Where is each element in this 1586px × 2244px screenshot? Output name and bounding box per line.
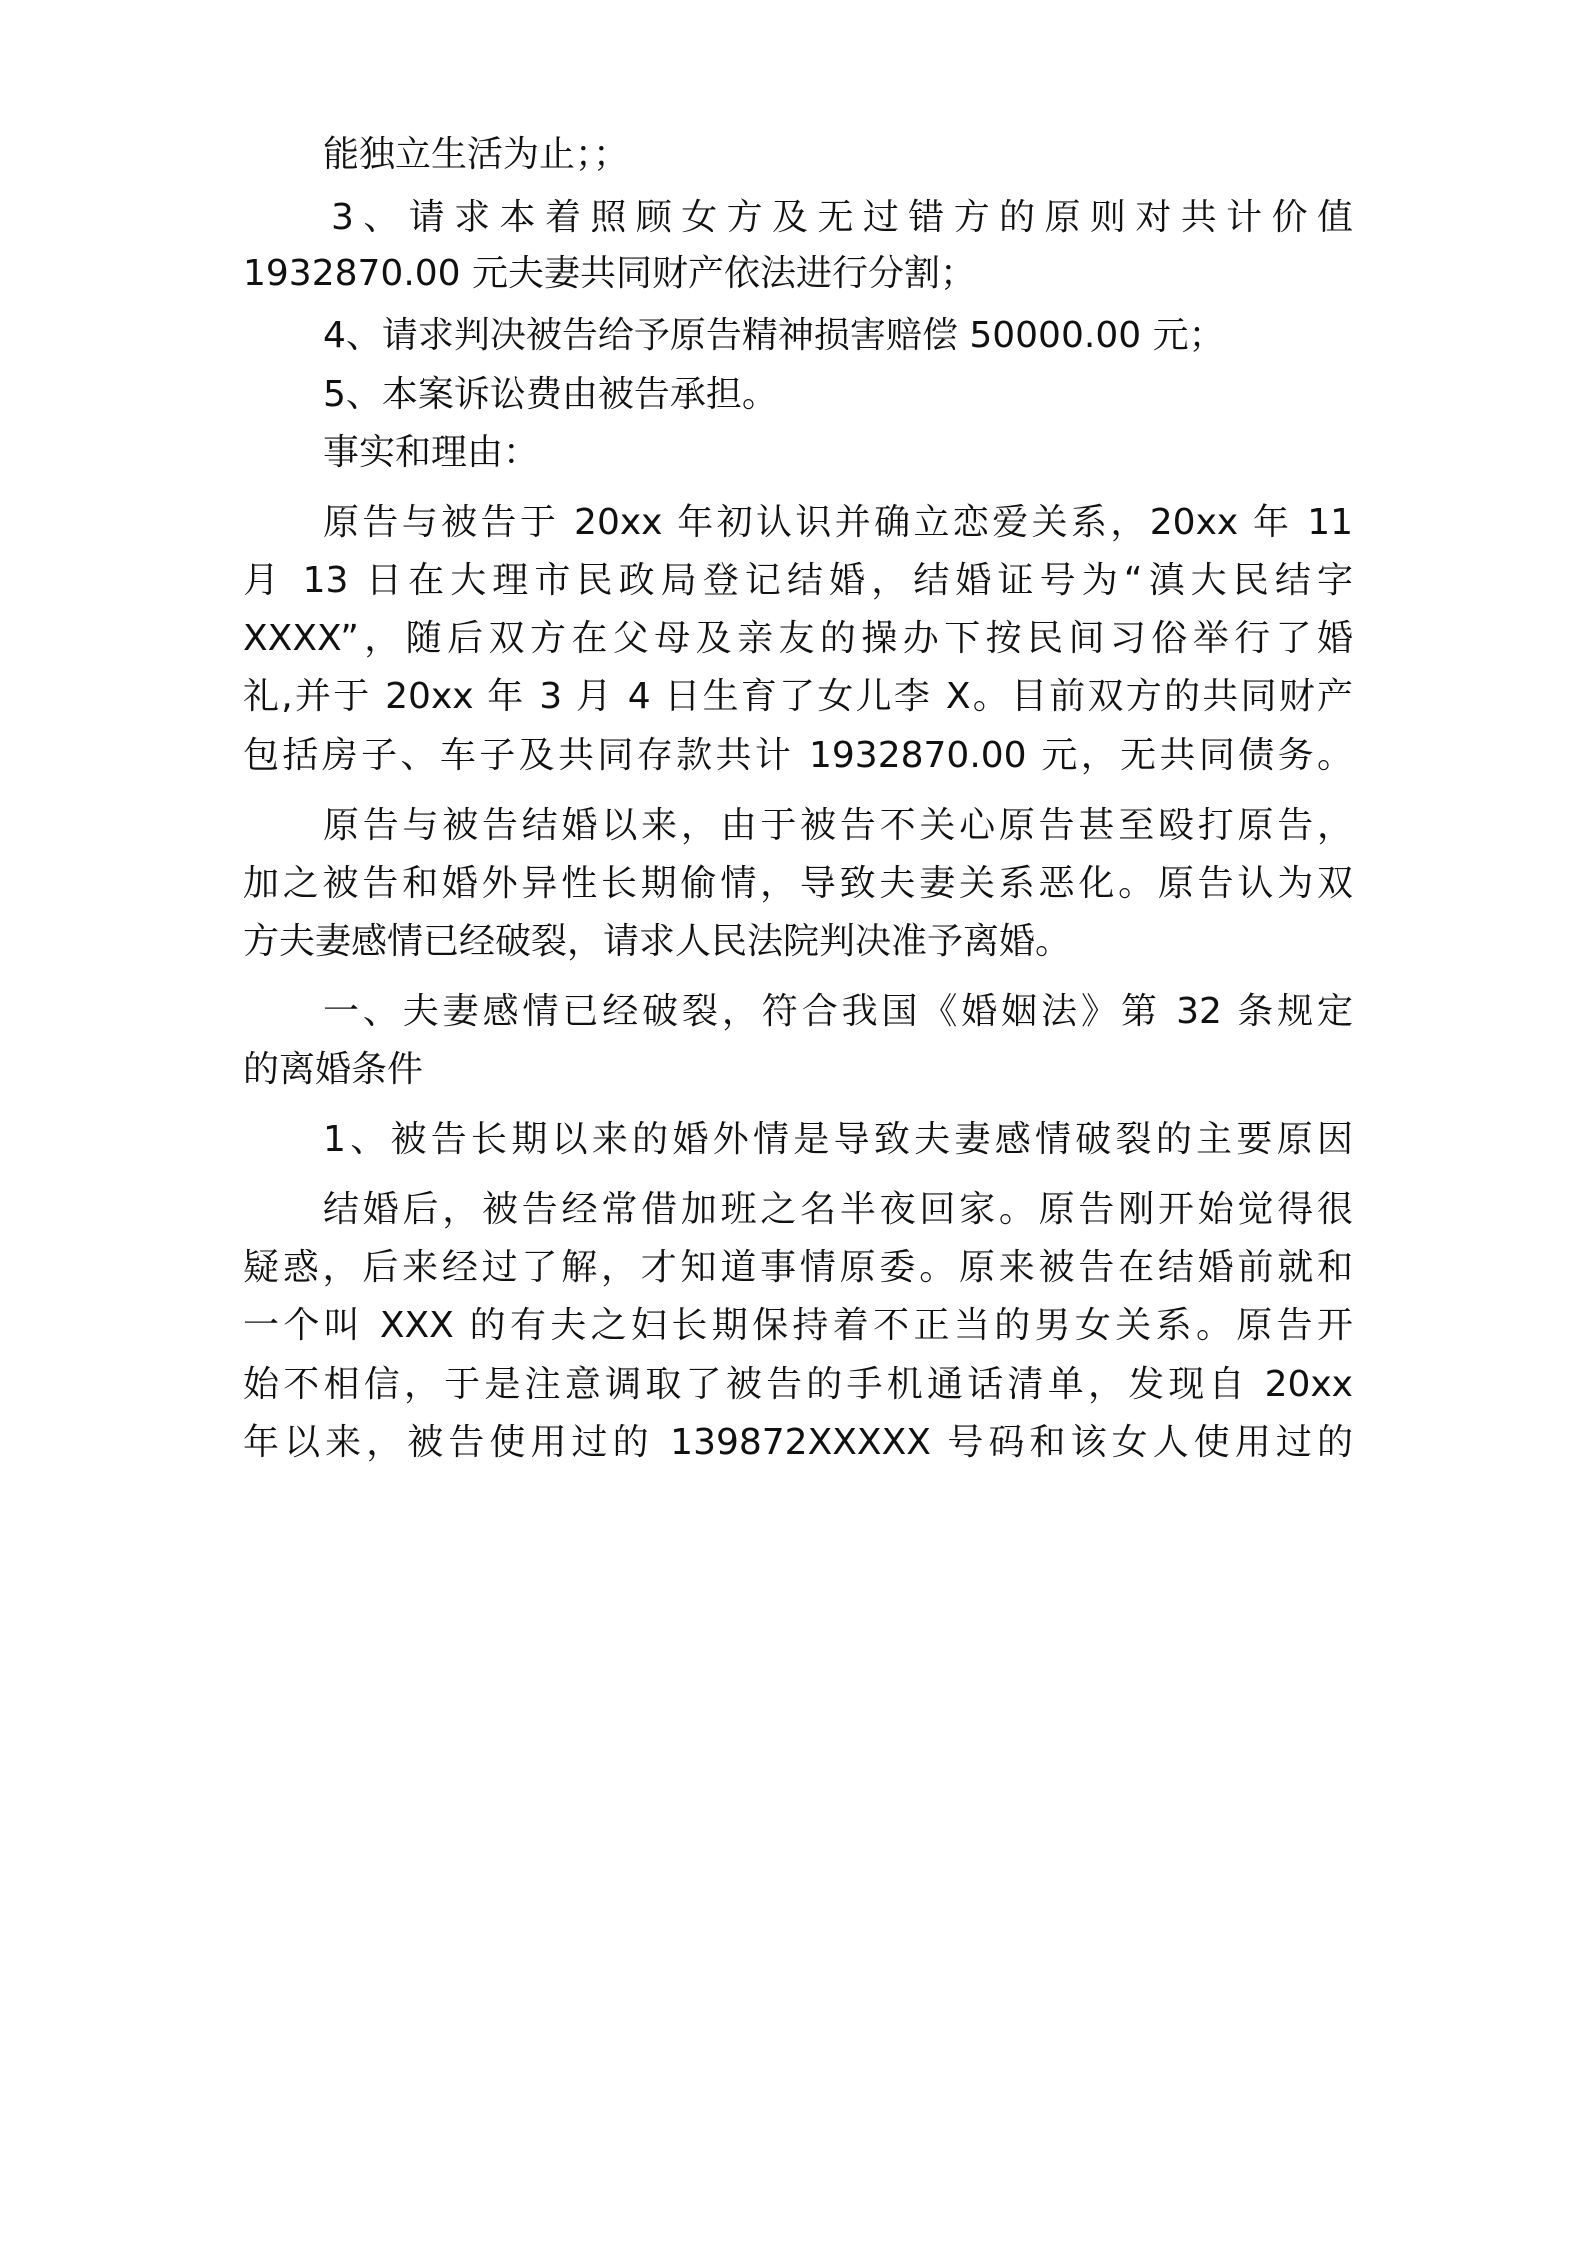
text-line-20: 一个叫 XXX 的有夫之妇长期保持着不正当的男女关系。原告开	[243, 1305, 1353, 1346]
text-line-3: 1932870.00 元夫妻共同财产依法进行分割；	[243, 253, 977, 294]
text-line-22: 年以来，被告使用过的 139872XXXXX 号码和该女人使用过的	[243, 1422, 1353, 1463]
text-line-18: 结婚后，被告经常借加班之名半夜回家。原告刚开始觉得很	[323, 1189, 1353, 1230]
text-line-16: 的离婚条件	[243, 1049, 424, 1090]
text-line-21: 始不相信，于是注意调取了被告的手机通话清单，发现自 20xx	[243, 1364, 1353, 1405]
text-line-6: 事实和理由：	[323, 432, 540, 473]
text-line-10: 礼,并于 20xx 年 3 月 4 日生育了女儿李 X。目前双方的共同财产	[243, 676, 1353, 717]
text-line-14: 方夫妻感情已经破裂，请求人民法院判决准予离婚。	[243, 921, 1072, 962]
text-line-19: 疑惑，后来经过了解，才知道事情原委。原来被告在结婚前就和	[243, 1247, 1353, 1288]
text-line-8: 月 13 日在大理市民政局登记结婚，结婚证号为“滇大民结字	[243, 560, 1353, 601]
text-line-13: 加之被告和婚外异性长期偷情，导致夫妻关系恶化。原告认为双	[243, 863, 1353, 904]
text-line-9: XXXX”，随后双方在父母及亲友的操办下按民间习俗举行了婚	[243, 618, 1353, 659]
text-line-2: 3、请求本着照顾女方及无过错方的原则对共计价值	[331, 197, 1353, 238]
text-line-1: 能独立生活为止；；	[323, 134, 630, 175]
text-line-4: 4、请求判决被告给予原告精神损害赔偿 50000.00 元；	[323, 315, 1225, 356]
text-line-11: 包括房子、车子及共同存款共计 1932870.00 元，无共同债务。	[243, 735, 1353, 776]
text-line-17: 1、被告长期以来的婚外情是导致夫妻感情破裂的主要原因	[323, 1119, 1353, 1160]
text-line-7: 原告与被告于 20xx 年初认识并确立恋爱关系，20xx 年 11	[323, 502, 1353, 543]
text-line-12: 原告与被告结婚以来，由于被告不关心原告甚至殴打原告，	[323, 805, 1353, 846]
text-line-5: 5、本案诉讼费由被告承担。	[323, 374, 778, 415]
text-line-15: 一、夫妻感情已经破裂，符合我国《婚姻法》第 32 条规定	[323, 991, 1353, 1032]
